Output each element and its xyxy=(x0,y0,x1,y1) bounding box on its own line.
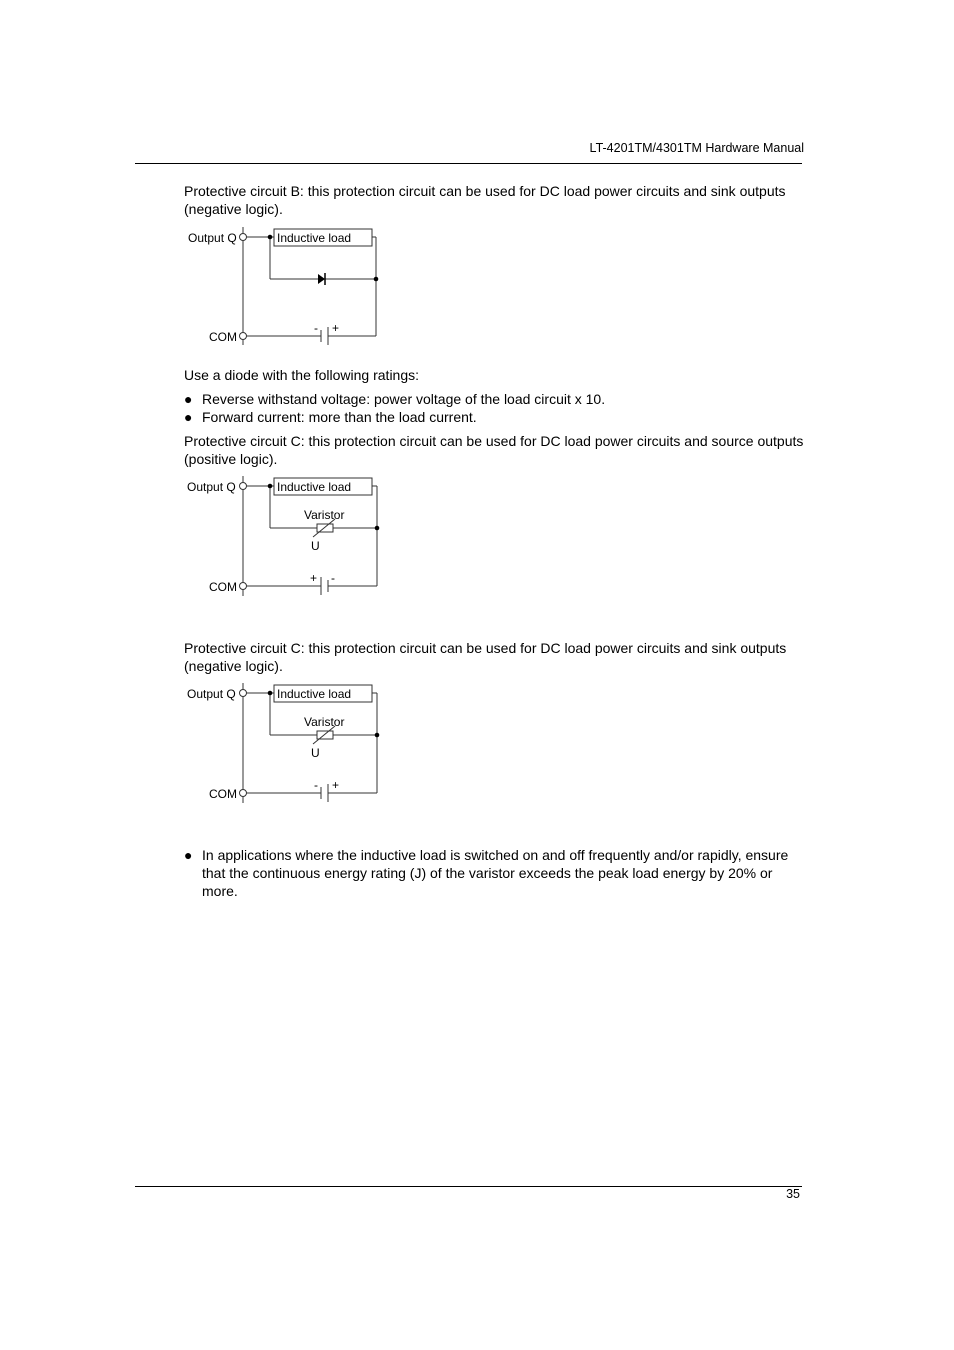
battery-left-pole: - xyxy=(314,778,318,792)
rating-text: Reverse withstand voltage: power voltage of the load circuit x 10. xyxy=(202,391,606,407)
battery-right-pole: - xyxy=(331,571,335,585)
varistor-label: Varistor xyxy=(304,715,345,729)
bullet-glyph: ● xyxy=(184,409,193,425)
output-q-label: Output Q xyxy=(187,687,236,701)
varistor-symbol xyxy=(317,731,333,739)
com-label: COM xyxy=(209,580,237,594)
inductive-load-label: Inductive load xyxy=(277,231,352,245)
footer-rule xyxy=(135,1186,802,1187)
circuit-c-positive-diagram xyxy=(180,476,390,598)
u-label: U xyxy=(311,539,320,553)
inductive-load-label: Inductive load xyxy=(277,687,352,701)
battery-left-pole: + xyxy=(310,571,318,585)
circuit-b-diagram xyxy=(180,227,390,347)
rating-text: Forward current: more than the load current. xyxy=(202,409,477,425)
bullet-glyph: ● xyxy=(184,847,193,863)
page-header-title: LT-4201TM/4301TM Hardware Manual xyxy=(589,141,804,155)
battery-right-pole: + xyxy=(332,321,340,335)
bullet-glyph: ● xyxy=(184,391,193,407)
u-label: U xyxy=(311,746,320,760)
output-q-label: Output Q xyxy=(188,231,237,245)
circuit-b-intro: Protective circuit B: this protection circuit can be used for DC load power circuits and sink outputs (negative logic). xyxy=(184,183,786,217)
ratings-intro: Use a diode with the following ratings: xyxy=(184,367,420,383)
circuit-c-positive-intro: Protective circuit C: this protection circuit can be used for DC load power circuits and source outputs (positive logic). xyxy=(184,433,804,467)
com-label: COM xyxy=(209,330,237,344)
inductive-load-label: Inductive load xyxy=(277,480,352,494)
output-q-label: Output Q xyxy=(187,480,236,494)
circuit-c-negative-intro: Protective circuit C: this protection circuit can be used for DC load power circuits and sink outputs (negative logic). xyxy=(184,640,787,674)
varistor-symbol xyxy=(317,524,333,532)
battery-left-pole: - xyxy=(314,321,318,335)
battery-right-pole: + xyxy=(332,778,340,792)
varistor-label: Varistor xyxy=(304,508,345,522)
diode-symbol xyxy=(318,274,325,284)
header-rule xyxy=(135,163,802,164)
page-number: 35 xyxy=(786,1187,800,1201)
varistor-note-text: In applications where the inductive load is switched on and off frequently and/or rapidly, ensure that the continuous energy rating (J) of the varistor exceeds the peak load energy by 20% or more. xyxy=(202,847,789,899)
circuit-c-negative-diagram xyxy=(180,683,390,805)
com-label: COM xyxy=(209,787,237,801)
